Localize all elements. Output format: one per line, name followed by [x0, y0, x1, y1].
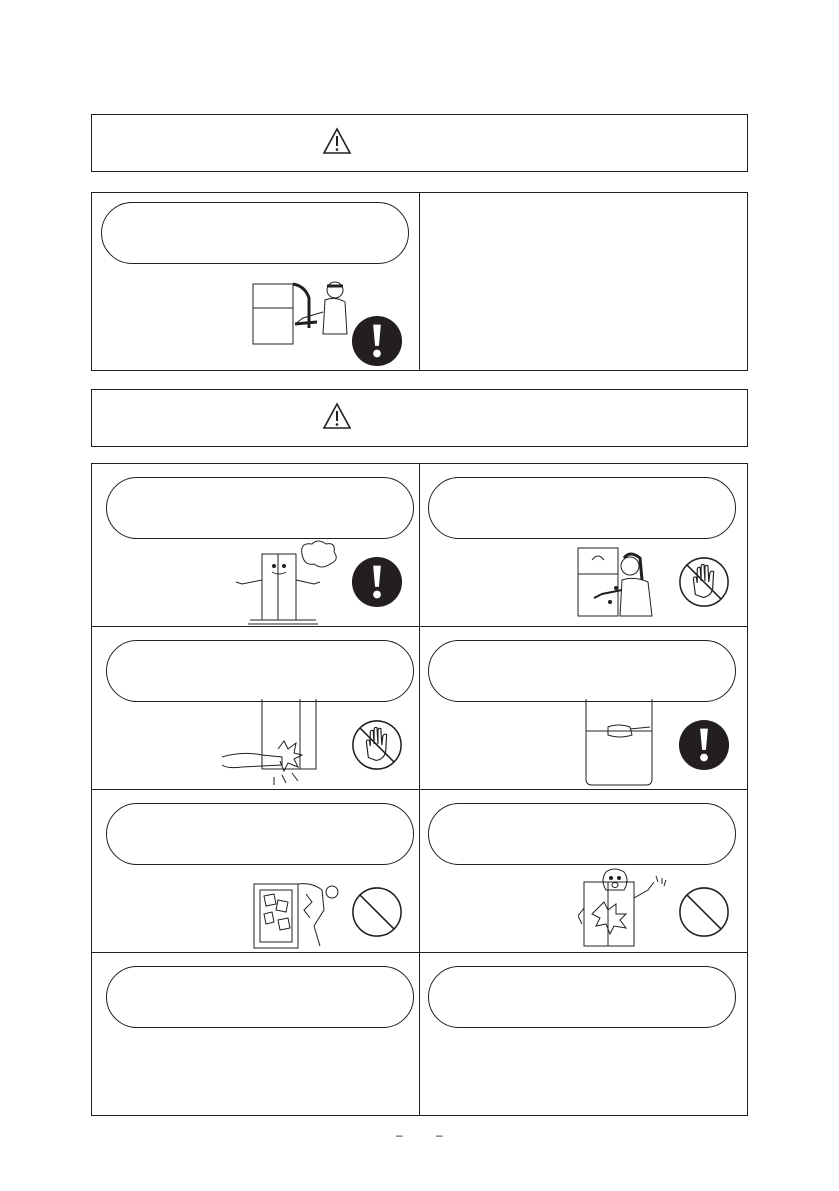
- grid-cell-1: [92, 464, 419, 626]
- grid-cell-4: [420, 627, 747, 789]
- do-not-touch-icon: [351, 719, 403, 771]
- cell-7-pill-label: [106, 966, 414, 1028]
- footer-right-mark: –: [436, 1128, 443, 1142]
- grid-cell-6: [420, 790, 747, 952]
- top-pill-label: [101, 202, 409, 264]
- warning-triangle-icon: [322, 127, 352, 155]
- warning-triangle-icon: [322, 402, 352, 430]
- grid-cell-5: [92, 790, 419, 952]
- grid-cell-7: [92, 953, 419, 1115]
- cell-8-pill-label: [428, 966, 736, 1028]
- cell-6-pill-label: [428, 803, 736, 865]
- refrigerator-smoke-illustration: [232, 540, 342, 625]
- refrigerator-burst-illustration: [578, 868, 678, 948]
- mandatory-exclamation-icon: [678, 719, 730, 771]
- footer-left-mark: –: [396, 1128, 403, 1142]
- mandatory-exclamation-icon: [351, 556, 403, 608]
- cell-4-pill-label: [428, 640, 736, 702]
- refrigerator-handle-illustration: [584, 699, 664, 789]
- prohibited-icon: [678, 886, 730, 938]
- prohibited-icon: [351, 886, 403, 938]
- refrigerator-door-person-illustration: [247, 278, 357, 348]
- top-section: [91, 192, 748, 371]
- caution-header-bar-2: [91, 389, 748, 447]
- cell-3-pill-label: [106, 640, 414, 702]
- cell-5-pill-label: [106, 803, 414, 865]
- refrigerator-foot-illustration: [222, 699, 322, 789]
- grid-cell-8: [420, 953, 747, 1115]
- refrigerator-child-illustration: [572, 540, 662, 620]
- grid-cell-3: [92, 627, 419, 789]
- caution-grid: [91, 463, 748, 1116]
- cell-2-pill-label: [428, 477, 736, 539]
- mandatory-exclamation-icon: [351, 315, 403, 367]
- do-not-touch-icon: [678, 556, 730, 608]
- cell-1-pill-label: [106, 477, 414, 539]
- grid-cell-2: [420, 464, 747, 626]
- refrigerator-overload-illustration: [252, 880, 352, 950]
- caution-header-bar-1: [91, 114, 748, 172]
